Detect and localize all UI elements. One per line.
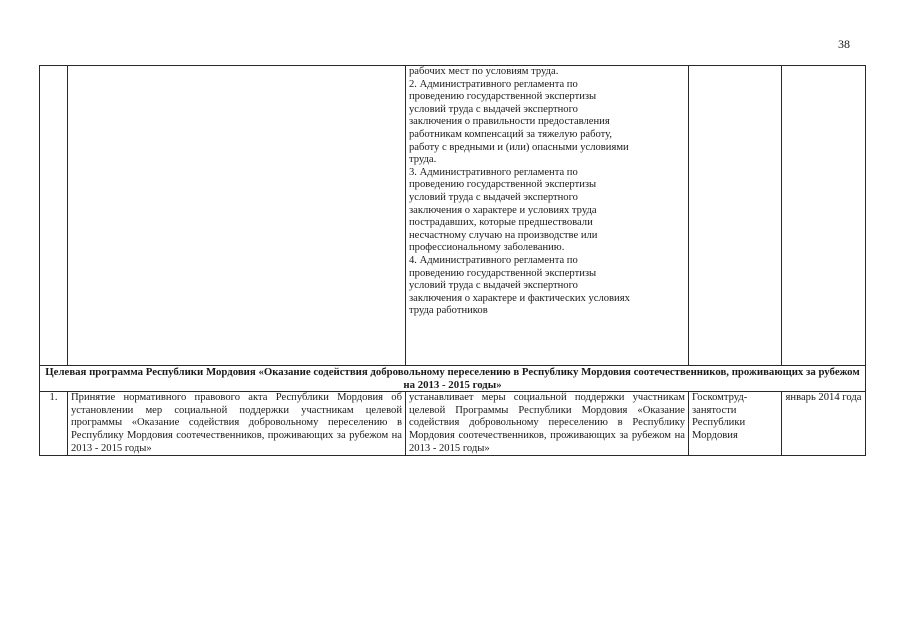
document-table [39, 65, 866, 456]
page-number: 38 [838, 37, 850, 51]
continuation-row [40, 66, 866, 366]
measure-cell-empty [68, 66, 406, 366]
section-title: Целевая программа Республики Мордовия «Оказание содействия добровольному переселению в Республику Мордовия соотечественников, проживающих за рубежом на 2013 - 2015 годы» [40, 366, 866, 392]
result-cell-continuation [406, 66, 689, 366]
continuation-item-2: 2. Административного регламента по проведению государственной экспертизы условий труда с выдачей экспертного заключения о правильности предоставления работникам компенсаций за тяжелую работу, работу с вредными и (или) опасными условиями труда. [409, 78, 629, 166]
result-cell: устанавливает меры социальной поддержки участникам целевой Программы Республики Мордовия «Оказание содействия добровольному переселению в Республику Мордовия соотечественников, проживающих за рубежом на 2013 - 2015 годы» [406, 392, 689, 456]
continuation-line: рабочих мест по условиям труда. [409, 66, 559, 77]
executor-cell-empty [689, 66, 782, 366]
continuation-item-3: 3. Административного регламента по проведению государственной экспертизы условий труда с выдачей экспертного заключения о характере и условиях труда пострадавших, которые предшествовали несчастному случаю на производстве или профессиональному заболеванию. [409, 166, 598, 254]
term-cell: январь 2014 года [782, 392, 866, 456]
executor-cell: Госкомтруд- занятости Республики Мордовия [689, 392, 782, 456]
measure-cell: Принятие нормативного правового акта Республики Мордовия об установлении мер социальной поддержки участникам целевой программы «Оказание содействия добровольному переселению в Республику Мордовия соотечественников, проживающих за рубежом на 2013 - 2015 годы» [68, 392, 406, 456]
table-row [40, 392, 866, 456]
num-cell-empty [40, 66, 68, 366]
term-cell-empty [782, 66, 866, 366]
section-header-row [40, 366, 866, 392]
row-number: 1. [40, 392, 68, 456]
continuation-item-4: 4. Административного регламента по проведению государственной экспертизы условий труда с выдачей экспертного заключения о характере и фактических условиях труда работников [409, 254, 630, 317]
